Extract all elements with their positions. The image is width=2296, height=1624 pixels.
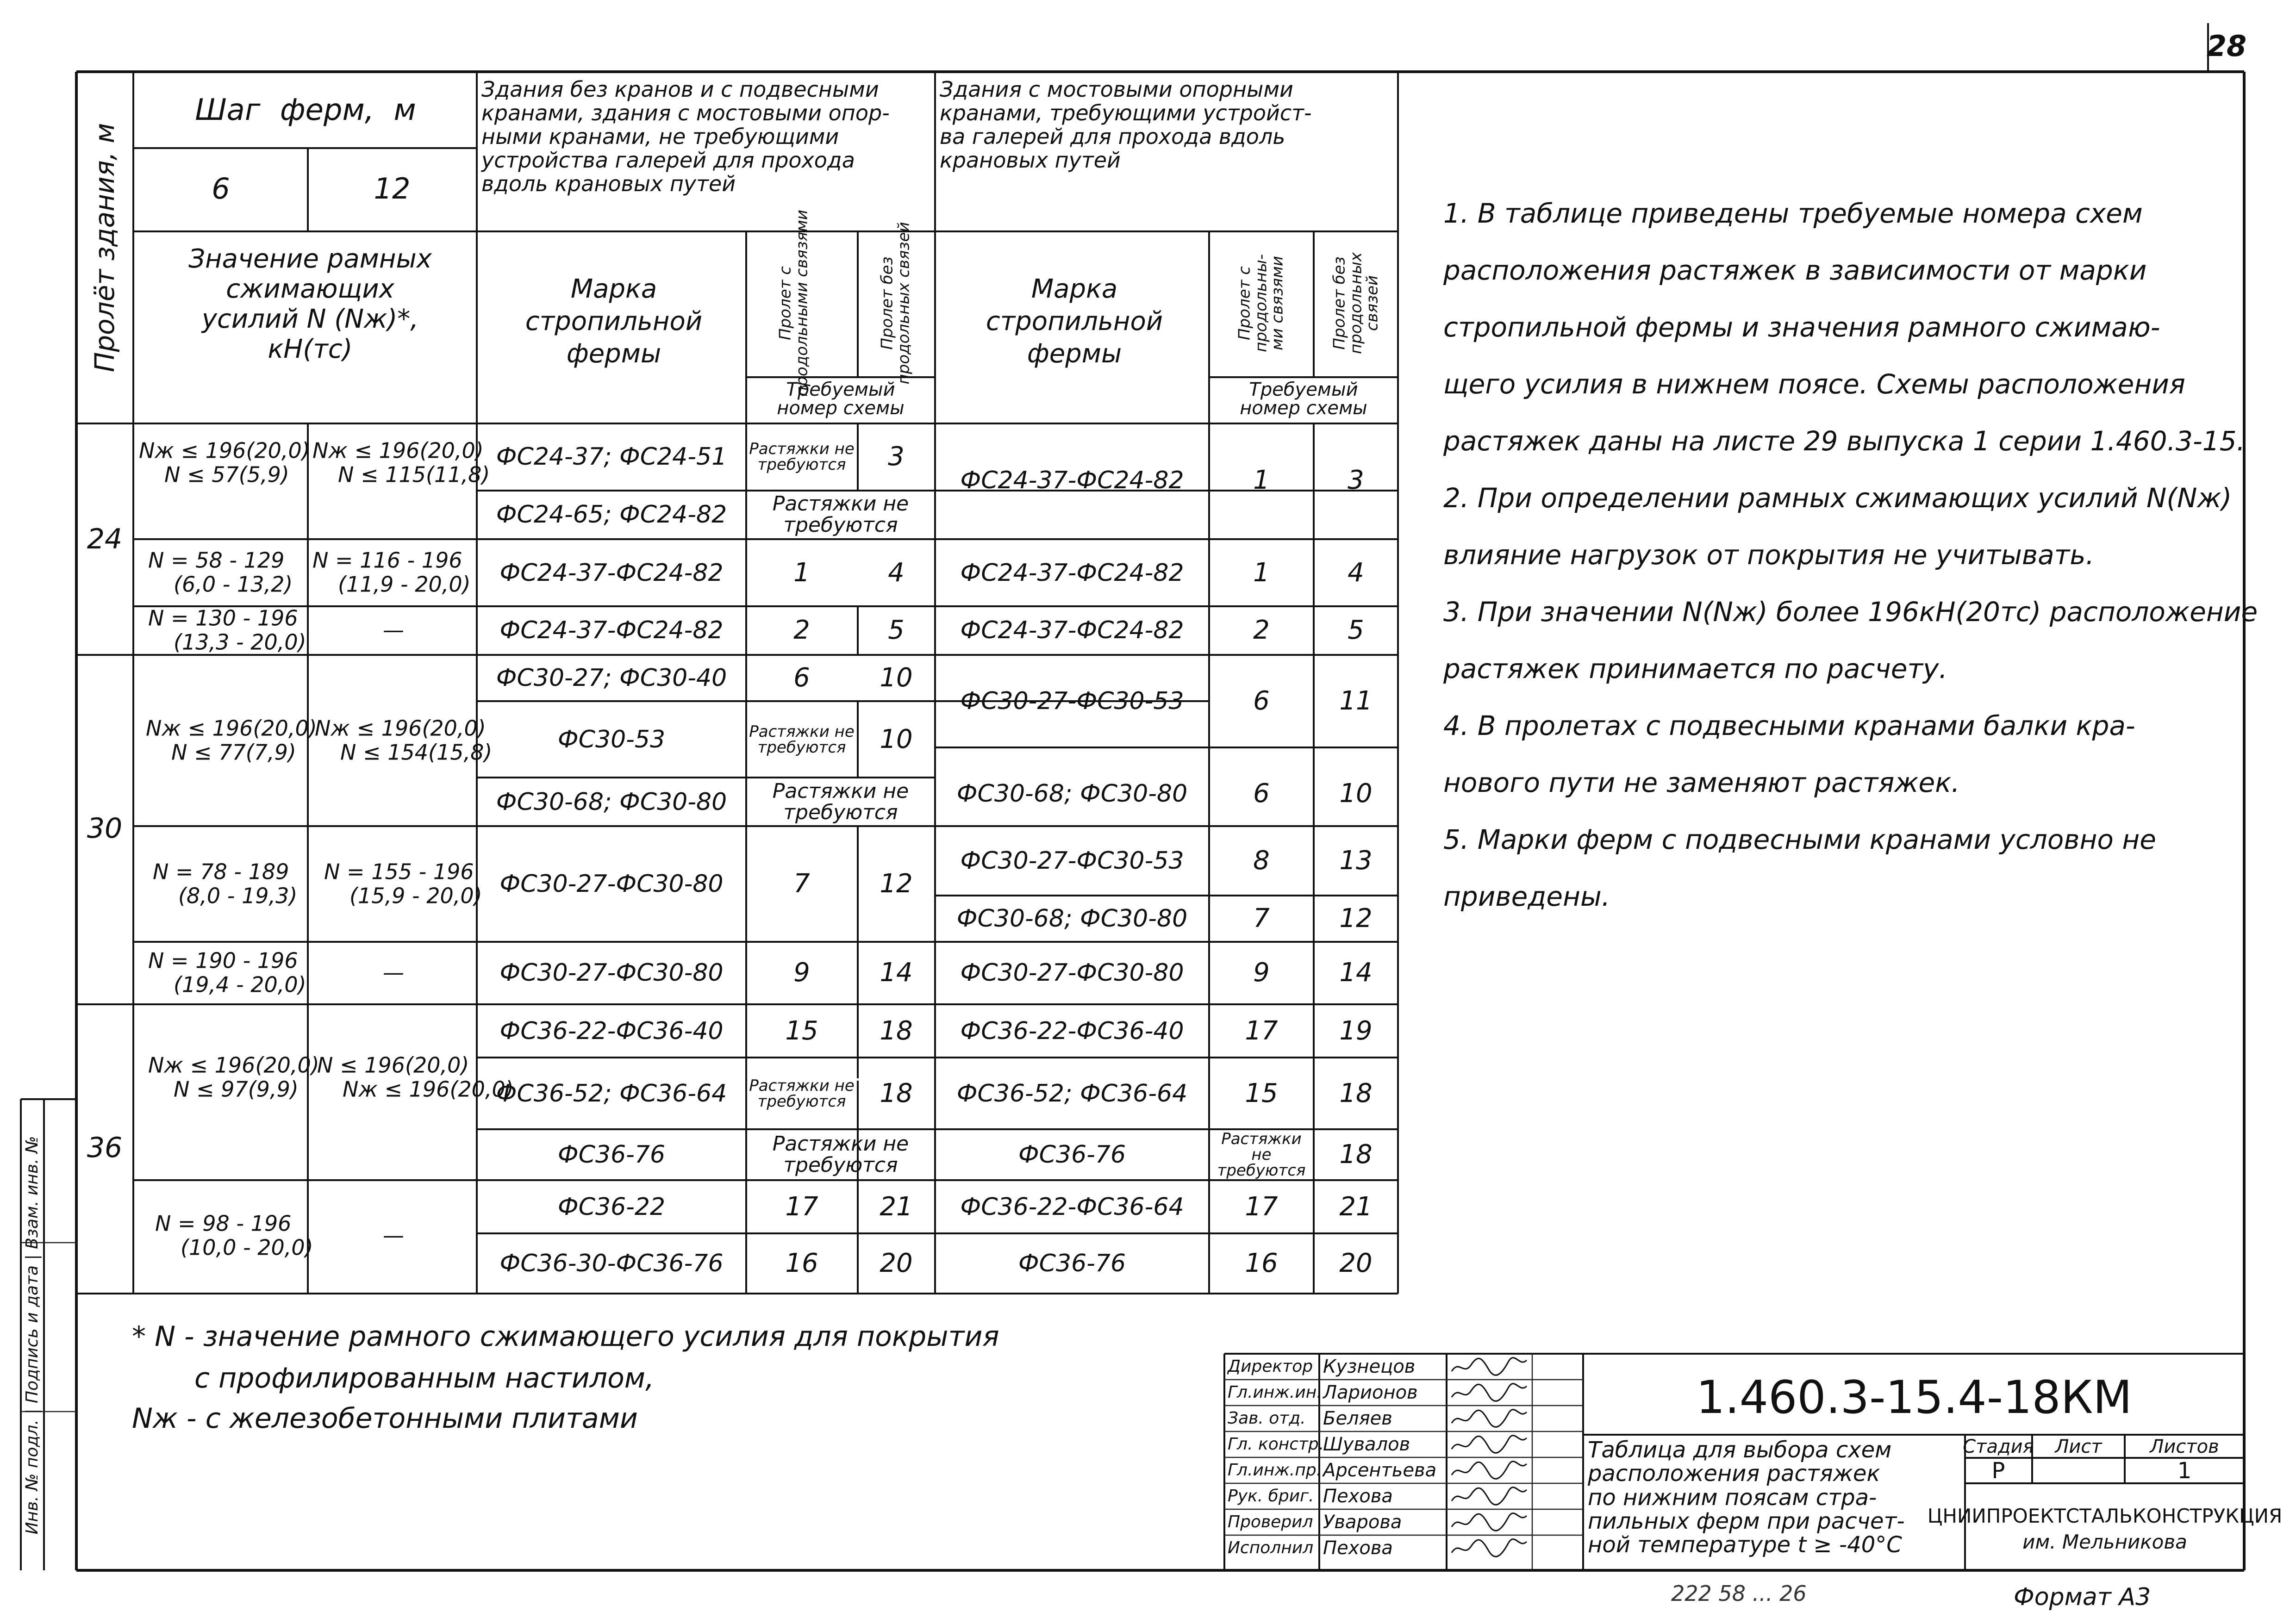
header-without-ties-2 [1331,252,1381,354]
truss-mark: ФС30-27-ФС30-80 [960,959,1184,987]
archive-number: 222 58 ... 26 [1671,1581,1807,1606]
footnote-line-1: * N - значение рамного сжимающего усилия для покрытия [132,1320,999,1353]
scheme-number-with-ties: 15 [785,1016,818,1046]
note-line: влияние нагрузок от покрытия не учитывать. [1443,539,2095,571]
header-group-2 [940,78,1398,172]
scheme-number-with-ties: 1 [1253,558,1270,588]
note-line: растяжек принимается по расчету. [1443,653,1947,684]
force-range-line: N ≤ 115(11,8) [338,462,490,487]
truss-mark: ФС30-27-ФС30-80 [499,959,724,987]
header-mark-1-line-1: Марка [570,274,657,304]
header-group-1-line-4: устройства галерей для прохода [481,148,855,173]
truss-mark: ФС36-76 [557,1141,666,1169]
force-range [153,860,297,908]
note-line: стропильной фермы и значения рамного сжимаю- [1443,311,2160,343]
truss-mark: ФС36-22-ФС36-64 [960,1193,1184,1221]
scheme-number-with-ties: 17 [785,1192,818,1222]
scheme-number-without-ties: 4 [888,558,905,588]
header-group-1-line-1: Здания без кранов и с подвесными [481,77,879,102]
signer-role: Исполнил [1228,1538,1314,1557]
force-range [148,606,306,654]
truss-mark: ФС36-52; ФС36-64 [956,1080,1188,1108]
force-range-line: (8,0 - 19,3) [178,883,298,908]
force-range-line: N ≤ 196(20,0) [317,1052,469,1078]
force-range-line: (13,3 - 20,0) [174,629,306,654]
truss-mark: ФС36-22-ФС36-40 [960,1017,1184,1045]
header-group-1-line-5: вдоль крановых путей [481,171,736,197]
truss-mark: ФС30-27-ФС30-53 [960,847,1184,875]
force-range-line: Nж ≤ 196(20,0) [312,438,484,463]
force-range [383,1224,404,1248]
force-range-line: N ≤ 154(15,8) [340,740,493,765]
force-range [312,439,490,486]
force-range-line: N = 78 - 189 [153,859,289,884]
scheme-number-without-ties: 20 [1339,1248,1373,1278]
force-range [383,618,404,642]
scheme-number-without-ties: 20 [880,1248,913,1278]
scheme-number-with-ties: 17 [1245,1192,1278,1222]
header-without-ties-2-line-2: продольных [1347,252,1366,354]
scheme-number-without-ties: 18 [880,1016,913,1046]
scheme-number-without-ties: 4 [1348,558,1364,588]
header-with-ties-2-line-2: продольны- [1252,254,1271,353]
truss-mark: ФС24-37-ФС24-82 [499,616,724,644]
force-range-line: N = 58 - 129 [148,548,285,573]
truss-mark: ФС36-52; ФС36-64 [496,1080,727,1108]
span-value: 24 [87,523,123,555]
scheme-number-with-ties: 16 [1245,1248,1278,1278]
force-range-line: (15,9 - 20,0) [349,883,482,908]
scheme-number-with-ties: 6 [1253,686,1270,716]
force-range [148,949,306,996]
header-group-2-line-3: ва галерей для прохода вдоль [940,124,1285,149]
signer-name: Арсентьева [1323,1460,1437,1481]
scheme-number-without-ties: 12 [1339,903,1373,933]
force-range [139,439,310,486]
organization-name: ЦНИИПРОЕКТСТАЛЬКОНСТРУКЦИЯ [1927,1505,2283,1527]
signer-role: Гл.инж.пр. [1228,1461,1322,1480]
scheme-number-without-ties: 18 [880,1078,913,1108]
drawing-title-line-3: по нижним поясам стра- [1588,1484,1877,1511]
stage-label: Стадия [1963,1436,2034,1457]
note-line: приведены. [1443,881,1610,912]
header-mark-1-line-2: стропильной [525,306,703,336]
header-with-ties-2-line-1: Пролет с [1235,266,1254,340]
signer-role: Зав. отд. [1228,1409,1306,1428]
span-value: 30 [87,812,123,845]
header-scheme-no-2 [1209,380,1398,417]
no-ties-required: Растяжки не требуются [772,779,909,824]
drawing-title [1588,1438,1963,1557]
force-range [315,716,492,764]
signer-role: Гл.инж.ин. [1228,1383,1322,1402]
header-without-ties-1 [879,222,912,385]
format-label: Формат А3 [2014,1583,2151,1611]
scheme-number-without-ties: 18 [1339,1078,1373,1108]
truss-mark: ФС30-68; ФС30-80 [496,788,727,816]
force-range-line: — [383,1223,404,1248]
force-range-line: N ≤ 57(5,9) [164,462,289,487]
scheme-number-without-ties: 21 [880,1192,913,1222]
header-force-line-1: Значение рамных [188,244,432,274]
force-range-line: Nж ≤ 196(20,0) [315,716,486,741]
header-group-1-line-3: ными кранами, не требующими [481,124,839,149]
scheme-number-without-ties: 5 [1348,615,1364,645]
truss-mark: ФС36-22 [557,1193,666,1221]
header-scheme-no-1 [746,380,935,417]
scheme-number-without-ties: 14 [880,958,913,988]
signer-name: Пехова [1323,1486,1393,1507]
signer-name: Пехова [1323,1537,1393,1559]
header-group-1 [481,78,935,196]
scheme-number-without-ties: 10 [880,724,913,754]
note-line: 1. В таблице приведены требуемые номера схем [1443,198,2143,229]
header-without-ties-2-line-1: Пролет без [1330,256,1349,350]
header-truss-step: Шаг ферм, м [195,93,416,127]
scheme-number-without-ties: 18 [1339,1139,1373,1170]
scheme-number-with-ties: 2 [1253,615,1270,645]
force-range-line: Nж ≤ 196(20,0) [146,716,317,741]
scheme-number-with-ties: 15 [1245,1078,1278,1108]
force-range [317,1053,514,1101]
scheme-number-with-ties: 9 [793,958,810,988]
truss-mark: ФС24-65; ФС24-82 [496,501,727,529]
drawing-title-line-1: Таблица для выбора схем [1588,1437,1892,1463]
force-range-line: (10,0 - 20,0) [181,1235,313,1260]
header-with-ties-1 [777,210,810,397]
header-mark-2 [940,273,1209,370]
scheme-number-with-ties: 17 [1245,1016,1278,1046]
no-ties-required: Растяжки не требуются [772,492,909,537]
force-range-line: N = 98 - 196 [155,1211,292,1236]
scheme-number-with-ties: 9 [1253,958,1270,988]
truss-mark: ФС24-37-ФС24-82 [499,559,724,587]
force-range [312,548,471,596]
footnote-line-2: с профилированным настилом, [194,1362,655,1394]
truss-mark: ФС36-76 [1018,1141,1126,1169]
drawing-title-line-2: расположения растяжек [1588,1461,1880,1487]
scheme-number-without-ties: 21 [1339,1192,1373,1222]
header-mark-2-line-3: фермы [1027,339,1122,369]
header-group-2-line-4: крановых путей [940,148,1121,173]
signer-role: Проверил [1228,1512,1313,1531]
header-mark-1-line-3: фермы [566,339,661,369]
scheme-number-without-ties: 13 [1339,846,1373,876]
note-line: щего усилия в нижнем поясе. Схемы расположения [1443,368,2185,400]
no-ties-required: Растяжки не требуются [1217,1130,1306,1180]
header-force-line-3: усилий N (Nж)*, [201,304,419,334]
truss-mark: ФС24-37-ФС24-82 [960,559,1184,587]
force-range [146,716,317,764]
note-line: расположения растяжек в зависимости от марки [1443,255,2147,286]
truss-mark: ФС30-53 [557,726,666,753]
scheme-number-without-ties: 3 [1348,465,1364,495]
force-range-line: Nж ≤ 196(20,0) [343,1076,514,1101]
truss-mark: ФС36-76 [1018,1250,1126,1277]
no-ties-required: Растяжки не требуются [749,1076,855,1111]
header-group-1-line-2: кранами, здания с мостовыми опор- [481,100,890,126]
force-range-line: Nж ≤ 196(20,0) [139,438,310,463]
no-ties-required: Растяжки не требуются [772,1132,909,1177]
scheme-number-without-ties: 10 [880,663,913,693]
header-without-ties-1-line-1: Пролет без [878,256,897,350]
scheme-number-without-ties: 10 [1339,778,1373,809]
truss-mark: ФС30-68; ФС30-80 [956,905,1188,933]
scheme-number-with-ties: 6 [793,663,810,693]
truss-mark: ФС24-37-ФС24-82 [960,467,1184,494]
force-range-line: N = 116 - 196 [312,548,462,573]
force-range-line: N ≤ 97(9,9) [174,1076,299,1101]
note-line: 2. При определении рамных сжимающих усилий N(Nж) [1443,482,2232,514]
header-force-line-2: сжимающих [226,274,394,304]
signer-name: Ларионов [1323,1382,1418,1403]
header-without-ties-2-line-3: связей [1363,275,1382,331]
header-mark-1 [481,273,746,370]
scheme-number-with-ties: 16 [785,1248,818,1278]
signer-name: Кузнецов [1323,1356,1416,1377]
stamp-label: Инв. № подл. | Подпись и дата | Взам. инв. № [23,1136,42,1535]
stage-value: Р [1991,1458,2005,1484]
scheme-number-without-ties: 11 [1339,686,1373,716]
page-number: 28 [2206,29,2247,63]
header-with-ties-1-line-1: Пролет с [776,266,795,340]
note-line: 3. При значении N(Nж) более 196кН(20тс) расположение [1443,596,2258,628]
scheme-number-with-ties: 1 [1253,465,1270,495]
span-value: 36 [87,1132,123,1164]
force-range-line: — [383,960,404,985]
drawing-title-line-5: ной температуре t ≥ -40°C [1588,1532,1902,1558]
organization-name-2: им. Мельникова [2022,1531,2187,1553]
signer-name: Уварова [1323,1512,1402,1533]
force-range-line: (19,4 - 20,0) [174,972,306,997]
truss-mark: ФС36-22-ФС36-40 [499,1017,724,1045]
header-with-ties-1-line-2: продольными связями [792,210,811,397]
sheet-label: Лист [2055,1436,2102,1457]
header-step-12: 12 [374,172,411,205]
header-scheme-no-2-line-2: номер схемы [1240,398,1367,419]
header-span: Пролёт здания, м [89,123,120,373]
footnote-line-3: Nж - с железобетонными плитами [132,1402,638,1435]
force-range-line: N = 190 - 196 [148,948,298,973]
truss-mark: ФС36-30-ФС36-76 [499,1250,724,1277]
force-range [148,1053,319,1101]
drawing-code: 1.460.3-15.4-18КМ [1696,1371,2132,1424]
truss-mark: ФС30-27; ФС30-40 [496,664,727,692]
scheme-number-without-ties: 12 [880,869,913,899]
header-scheme-no-1-line-2: номер схемы [777,398,905,419]
truss-mark: ФС30-27-ФС30-53 [960,687,1184,715]
note-line: нового пути не заменяют растяжек. [1443,767,1960,798]
scheme-number-with-ties: 6 [1253,778,1270,809]
scheme-number-with-ties: 2 [793,615,810,645]
header-mark-2-line-2: стропильной [986,306,1163,336]
scheme-number-without-ties: 19 [1339,1016,1373,1046]
scheme-number-without-ties: 14 [1339,958,1373,988]
truss-mark: ФС30-27-ФС30-80 [499,870,724,898]
sheets-label: Листов [2150,1436,2219,1457]
force-range-line: Nж ≤ 196(20,0) [148,1052,319,1078]
truss-mark: ФС30-68; ФС30-80 [956,780,1188,808]
truss-mark: ФС24-37; ФС24-51 [496,443,727,471]
force-range-line: (6,0 - 13,2) [174,572,293,597]
header-group-2-line-2: кранами, требующими устройст- [940,100,1312,126]
scheme-number-without-ties: 3 [888,442,905,472]
force-range [383,961,404,985]
scheme-number-with-ties: 1 [793,558,810,588]
force-range [324,860,482,908]
scheme-number-with-ties: 7 [793,869,810,899]
note-line: 4. В пролетах с подвесными кранами балки кра- [1443,710,2135,741]
force-range [155,1212,313,1259]
force-range-line: N = 155 - 196 [324,859,474,884]
header-force-line-4: кН(тс) [268,334,353,364]
header-force-values [153,244,468,365]
note-line: 5. Марки ферм с подвесными кранами условно не [1443,824,2156,855]
header-step-6: 6 [212,172,230,205]
no-ties-required: Растяжки не требуются [749,722,855,757]
force-range-line: N ≤ 77(7,9) [171,740,296,765]
force-range-line: (11,9 - 20,0) [338,572,471,597]
force-range [148,548,293,596]
header-scheme-no-1-line-1: Требуемый [786,379,895,400]
truss-mark: ФС24-37-ФС24-82 [960,616,1184,644]
header-with-ties-2 [1236,254,1286,352]
no-ties-required: Растяжки не требуются [749,440,855,474]
force-range-line: N = 130 - 196 [148,605,298,631]
scheme-number-with-ties: 8 [1253,846,1270,876]
header-scheme-no-2-line-1: Требуемый [1249,379,1358,400]
scheme-number-with-ties: 7 [1253,903,1270,933]
drawing-title-line-4: пильных ферм при расчет- [1588,1508,1905,1535]
signer-role: Директор [1228,1357,1313,1376]
signer-role: Гл. констр. [1228,1435,1324,1454]
sheets-value: 1 [2177,1458,2192,1484]
header-with-ties-2-line-3: ми связями [1268,255,1287,351]
signer-name: Беляев [1323,1408,1392,1429]
note-line: растяжек даны на листе 29 выпуска 1 серии 1.460.3-15. [1443,425,2246,457]
scheme-number-without-ties: 5 [888,615,905,645]
header-group-2-line-1: Здания с мостовыми опорными [940,77,1293,102]
signer-name: Шувалов [1323,1434,1410,1455]
header-without-ties-1-line-2: продольных связей [894,222,913,385]
force-range-line: — [383,617,404,643]
header-mark-2-line-1: Марка [1031,274,1118,304]
signer-role: Рук. бриг. [1228,1487,1314,1506]
